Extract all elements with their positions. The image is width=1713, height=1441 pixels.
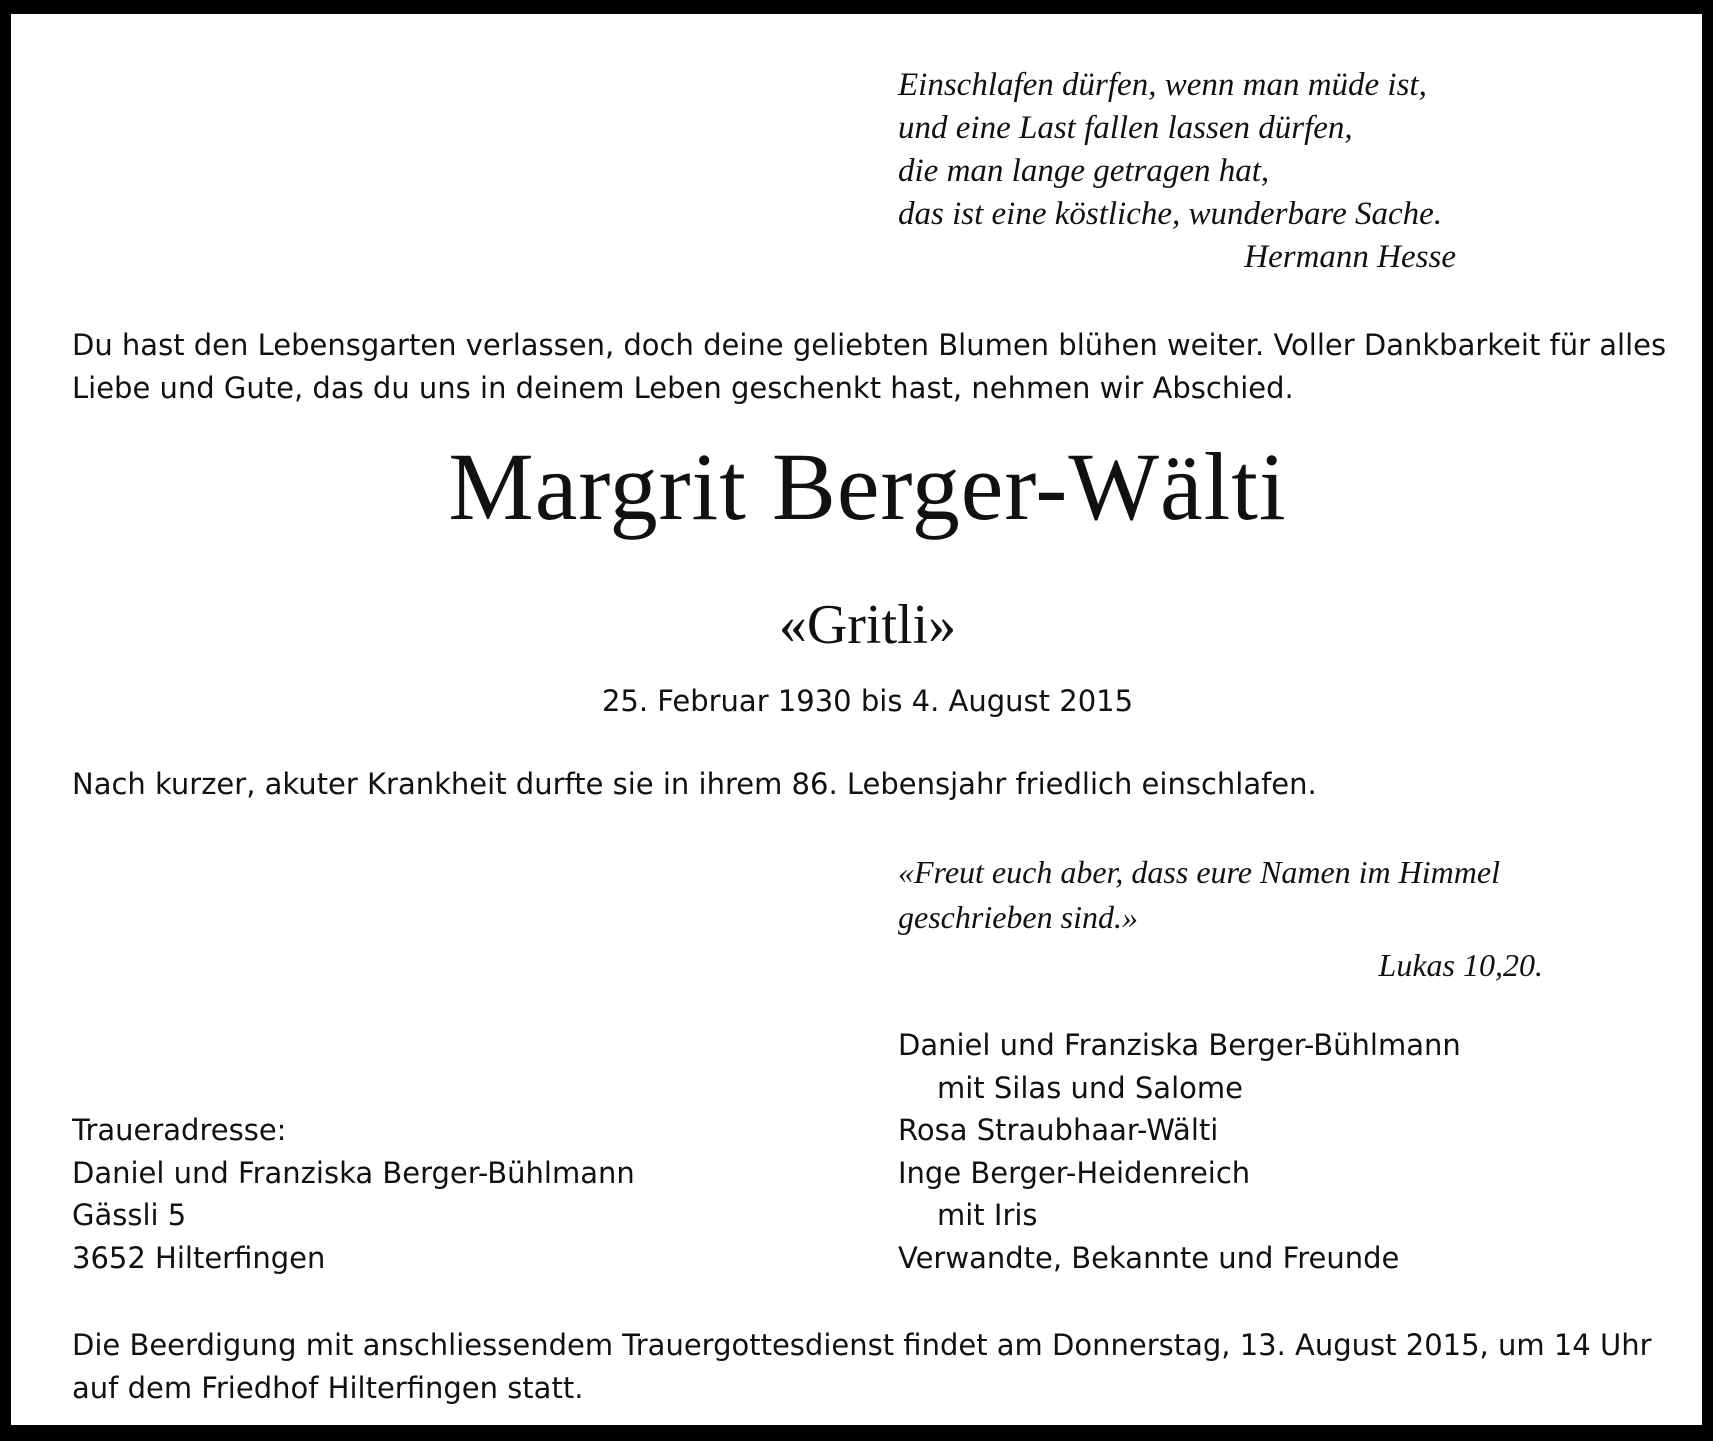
poem-line: und eine Last fallen lassen dürfen,	[898, 110, 1353, 146]
address-street: Gässli 5	[72, 1198, 187, 1232]
mourner-entry: Inge Berger-Heidenreich	[898, 1155, 1251, 1190]
intro-line: Du hast den Lebensgarten verlassen, doch deine geliebten Blumen blühen weiter. Voller Dankbarkeit für alles	[72, 328, 1667, 362]
mourner-entry: mit Silas und Salome	[937, 1070, 1243, 1105]
funeral-line: Die Beerdigung mit anschliessendem Trauergottesdienst findet am Donnerstag, 13. August 2015, um 14 Uhr	[72, 1328, 1652, 1362]
address-label: Traueradresse:	[72, 1113, 287, 1147]
mourner-entry: Daniel und Franziska Berger-Bühlmann	[898, 1028, 1461, 1062]
funeral-line: auf dem Friedhof Hilterfingen statt.	[72, 1371, 584, 1405]
funeral-announcement	[72, 1324, 1672, 1410]
poem-line: die man lange getragen hat,	[898, 153, 1270, 189]
deceased-name: Margrit Berger-Wälti	[448, 433, 1287, 540]
mourners-list	[898, 1024, 1598, 1279]
life-dates: 25. Februar 1930 bis 4. August 2015	[601, 684, 1134, 718]
verse-line: geschrieben sind.»	[898, 899, 1138, 935]
poem-line: Einschlafen dürfen, wenn man müde ist,	[898, 67, 1427, 103]
mourning-address	[72, 1109, 772, 1279]
bible-verse	[898, 850, 1543, 988]
mourner-entry: Rosa Straubhaar-Wälti	[898, 1113, 1219, 1147]
poem-line: das ist eine köstliche, wunderbare Sache.	[898, 196, 1443, 232]
deceased-nickname: «Gritli»	[778, 594, 957, 656]
poem-author: Hermann Hesse	[1244, 239, 1456, 275]
address-name: Daniel und Franziska Berger-Bühlmann	[72, 1155, 635, 1190]
mourner-entry: mit Iris	[937, 1198, 1038, 1232]
mourner-entry: Verwandte, Bekannte und Freunde	[898, 1240, 1400, 1275]
intro-paragraph	[72, 324, 1672, 410]
verse-reference: Lukas 10,20.	[1378, 947, 1543, 983]
death-note: Nach kurzer, akuter Krankheit durfte sie in ihrem 86. Lebensjahr friedlich einschlafen.	[72, 767, 1317, 801]
address-city: 3652 Hilterfingen	[72, 1240, 326, 1275]
verse-line: «Freut euch aber, dass eure Namen im Himmel	[898, 854, 1500, 890]
poem-quote	[898, 64, 1458, 279]
intro-line: Liebe und Gute, das du uns in deinem Leben geschenkt hast, nehmen wir Abschied.	[72, 371, 1294, 405]
